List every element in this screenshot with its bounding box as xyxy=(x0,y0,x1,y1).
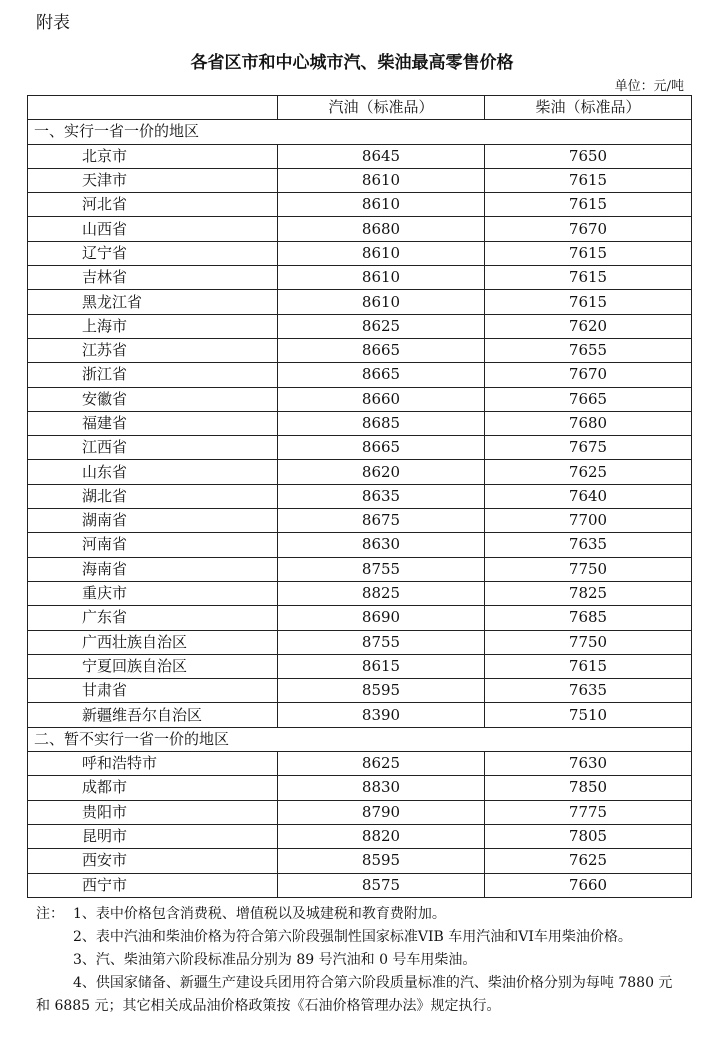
gasoline-price: 8825 xyxy=(278,581,485,605)
diesel-price: 7625 xyxy=(485,849,692,873)
gasoline-price: 8665 xyxy=(278,363,485,387)
table-row xyxy=(28,509,692,533)
diesel-price: 7825 xyxy=(485,581,692,605)
gasoline-price: 8830 xyxy=(278,776,485,800)
table-row xyxy=(28,776,692,800)
region-name: 宁夏回族自治区 xyxy=(28,654,278,678)
table-row xyxy=(28,241,692,265)
table-row xyxy=(28,168,692,192)
table-row xyxy=(28,363,692,387)
gasoline-price: 8625 xyxy=(278,752,485,776)
price-table-body xyxy=(28,96,692,898)
appendix-label: 附表 xyxy=(36,13,70,33)
table-header-row xyxy=(28,96,692,120)
gasoline-price: 8685 xyxy=(278,411,485,435)
table-row xyxy=(28,581,692,605)
diesel-price: 7670 xyxy=(485,217,692,241)
diesel-price: 7615 xyxy=(485,241,692,265)
region-name: 重庆市 xyxy=(28,581,278,605)
diesel-price: 7615 xyxy=(485,193,692,217)
diesel-price: 7750 xyxy=(485,630,692,654)
region-name: 海南省 xyxy=(28,557,278,581)
gasoline-price: 8680 xyxy=(278,217,485,241)
region-name: 西安市 xyxy=(28,849,278,873)
unit-label: 单位：元/吨 xyxy=(614,79,684,94)
region-name: 贵阳市 xyxy=(28,800,278,824)
region-name: 新疆维吾尔自治区 xyxy=(28,703,278,727)
region-name: 广西壮族自治区 xyxy=(28,630,278,654)
table-row xyxy=(28,800,692,824)
section-title: 二、暂不实行一省一价的地区 xyxy=(28,727,692,751)
note-2: 2、表中汽油和柴油价格为符合第六阶段强制性国家标准VIB 车用汽油和VI车用柴油价格。 xyxy=(73,929,632,945)
diesel-price: 7850 xyxy=(485,776,692,800)
diesel-price: 7750 xyxy=(485,557,692,581)
table-row xyxy=(28,217,692,241)
diesel-price: 7655 xyxy=(485,338,692,362)
diesel-price: 7685 xyxy=(485,606,692,630)
gasoline-price: 8635 xyxy=(278,484,485,508)
gasoline-price: 8665 xyxy=(278,436,485,460)
diesel-price: 7635 xyxy=(485,679,692,703)
region-name: 湖南省 xyxy=(28,509,278,533)
diesel-price: 7680 xyxy=(485,411,692,435)
table-row xyxy=(28,679,692,703)
section-title: 一、实行一省一价的地区 xyxy=(28,120,692,144)
price-table xyxy=(27,95,692,898)
region-name: 辽宁省 xyxy=(28,241,278,265)
diesel-price: 7510 xyxy=(485,703,692,727)
gasoline-price: 8755 xyxy=(278,630,485,654)
region-name: 西宁市 xyxy=(28,873,278,897)
notes xyxy=(36,903,686,1018)
table-row xyxy=(28,387,692,411)
table-row xyxy=(28,606,692,630)
table-row xyxy=(28,873,692,897)
gasoline-price: 8610 xyxy=(278,241,485,265)
diesel-price: 7675 xyxy=(485,436,692,460)
section-row xyxy=(28,120,692,144)
table-row xyxy=(28,752,692,776)
note-1 xyxy=(36,903,686,926)
region-name: 江苏省 xyxy=(28,338,278,362)
gasoline-price: 8755 xyxy=(278,557,485,581)
diesel-price: 7615 xyxy=(485,168,692,192)
table-row xyxy=(28,144,692,168)
gasoline-price: 8595 xyxy=(278,849,485,873)
table-row xyxy=(28,314,692,338)
gasoline-price: 8665 xyxy=(278,338,485,362)
region-name: 湖北省 xyxy=(28,484,278,508)
region-name: 黑龙江省 xyxy=(28,290,278,314)
table-row xyxy=(28,193,692,217)
gasoline-price: 8660 xyxy=(278,387,485,411)
diesel-price: 7700 xyxy=(485,509,692,533)
note-1-text: 1、表中价格包含消费税、增值税以及城建税和教育费附加。 xyxy=(73,906,446,922)
gasoline-price: 8615 xyxy=(278,654,485,678)
gasoline-price: 8610 xyxy=(278,290,485,314)
diesel-price: 7775 xyxy=(485,800,692,824)
table-row xyxy=(28,290,692,314)
region-name: 成都市 xyxy=(28,776,278,800)
gasoline-price: 8610 xyxy=(278,266,485,290)
diesel-price: 7640 xyxy=(485,484,692,508)
diesel-price: 7805 xyxy=(485,824,692,848)
diesel-price: 7615 xyxy=(485,290,692,314)
gasoline-price: 8690 xyxy=(278,606,485,630)
diesel-price: 7670 xyxy=(485,363,692,387)
region-name: 北京市 xyxy=(28,144,278,168)
table-row xyxy=(28,266,692,290)
gasoline-price: 8820 xyxy=(278,824,485,848)
region-name: 广东省 xyxy=(28,606,278,630)
table-row xyxy=(28,533,692,557)
table-row xyxy=(28,338,692,362)
section-row xyxy=(28,727,692,751)
diesel-price: 7650 xyxy=(485,144,692,168)
region-name: 昆明市 xyxy=(28,824,278,848)
header-region xyxy=(28,96,278,120)
region-name: 甘肃省 xyxy=(28,679,278,703)
region-name: 呼和浩特市 xyxy=(28,752,278,776)
header-diesel: 柴油（标准品） xyxy=(485,96,692,120)
gasoline-price: 8790 xyxy=(278,800,485,824)
note-4: 4、供国家储备、新疆生产建设兵团用符合第六阶段质量标准的汽、柴油价格分别为每吨 7880 元和 6885 元；其它相关成品油价格政策按《石油价格管理办法》规定执行。 xyxy=(36,975,673,1014)
table-row xyxy=(28,484,692,508)
table-row xyxy=(28,411,692,435)
table-row xyxy=(28,630,692,654)
region-name: 山西省 xyxy=(28,217,278,241)
table-row xyxy=(28,557,692,581)
gasoline-price: 8625 xyxy=(278,314,485,338)
table-row xyxy=(28,824,692,848)
gasoline-price: 8575 xyxy=(278,873,485,897)
table-row xyxy=(28,654,692,678)
table-row xyxy=(28,436,692,460)
region-name: 江西省 xyxy=(28,436,278,460)
region-name: 福建省 xyxy=(28,411,278,435)
region-name: 安徽省 xyxy=(28,387,278,411)
region-name: 天津市 xyxy=(28,168,278,192)
region-name: 浙江省 xyxy=(28,363,278,387)
gasoline-price: 8390 xyxy=(278,703,485,727)
gasoline-price: 8645 xyxy=(278,144,485,168)
gasoline-price: 8620 xyxy=(278,460,485,484)
diesel-price: 7615 xyxy=(485,654,692,678)
region-name: 上海市 xyxy=(28,314,278,338)
header-gasoline: 汽油（标准品） xyxy=(278,96,485,120)
table-row xyxy=(28,703,692,727)
diesel-price: 7630 xyxy=(485,752,692,776)
gasoline-price: 8610 xyxy=(278,193,485,217)
gasoline-price: 8610 xyxy=(278,168,485,192)
region-name: 河南省 xyxy=(28,533,278,557)
gasoline-price: 8595 xyxy=(278,679,485,703)
diesel-price: 7620 xyxy=(485,314,692,338)
notes-label: 注： xyxy=(36,906,64,922)
gasoline-price: 8675 xyxy=(278,509,485,533)
diesel-price: 7635 xyxy=(485,533,692,557)
diesel-price: 7615 xyxy=(485,266,692,290)
note-3: 3、汽、柴油第六阶段标准品分别为 89 号汽油和 0 号车用柴油。 xyxy=(73,952,477,968)
diesel-price: 7625 xyxy=(485,460,692,484)
diesel-price: 7665 xyxy=(485,387,692,411)
page-title: 各省区市和中心城市汽、柴油最高零售价格 xyxy=(190,53,514,73)
table-row xyxy=(28,849,692,873)
region-name: 山东省 xyxy=(28,460,278,484)
gasoline-price: 8630 xyxy=(278,533,485,557)
table-row xyxy=(28,460,692,484)
region-name: 吉林省 xyxy=(28,266,278,290)
diesel-price: 7660 xyxy=(485,873,692,897)
region-name: 河北省 xyxy=(28,193,278,217)
